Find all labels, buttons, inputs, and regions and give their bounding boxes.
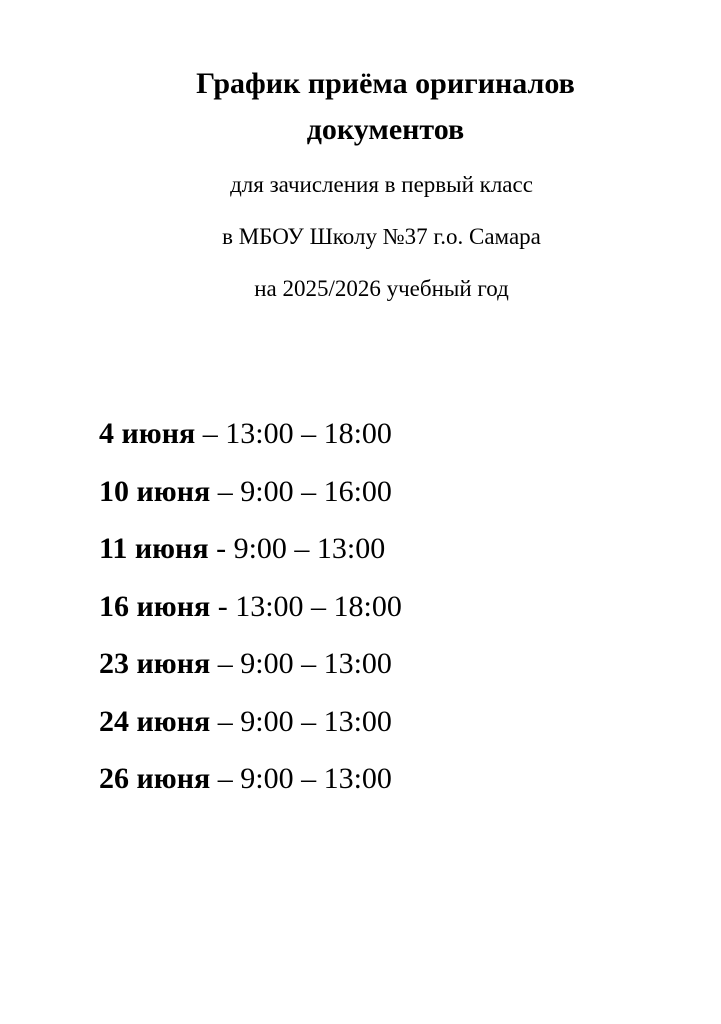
- schedule-row: [99, 587, 402, 645]
- schedule-time: - 9:00 – 13:00: [208, 532, 386, 565]
- schedule-date: 16 июня: [99, 589, 211, 623]
- schedule-date: 24 июня: [99, 704, 211, 738]
- schedule-time: – 9:00 – 16:00: [210, 474, 392, 508]
- schedule-time: - 13:00 – 18:00: [210, 589, 402, 623]
- schedule-time: – 9:00 – 13:00: [210, 647, 392, 680]
- schedule-row: [99, 702, 402, 760]
- subtitle-line-3: на 2025/2026 учебный год: [254, 276, 509, 301]
- schedule-time: – 9:00 – 13:00: [210, 762, 392, 795]
- schedule-time: – 9:00 – 13:00: [210, 704, 392, 738]
- schedule-row: [99, 529, 402, 587]
- subtitle-line-1: для зачисления в первый класс: [230, 172, 533, 197]
- schedule-row: [99, 472, 402, 530]
- schedule-list: [99, 414, 402, 817]
- schedule-date: 10 июня: [99, 474, 211, 508]
- schedule-row: [99, 759, 402, 817]
- title-line-1: График приёма оригиналов: [196, 67, 575, 100]
- schedule-time: – 13:00 – 18:00: [195, 417, 392, 450]
- schedule-row: [99, 414, 402, 472]
- schedule-date: 4 июня: [99, 417, 196, 450]
- schedule-row: [99, 644, 402, 702]
- subtitle-line-2: в МБОУ Школу №37 г.о. Самара: [222, 224, 541, 249]
- schedule-date: 26 июня: [99, 762, 211, 795]
- schedule-date: 11 июня: [99, 532, 209, 565]
- schedule-date: 23 июня: [99, 647, 211, 680]
- title-line-2: документов: [306, 113, 465, 146]
